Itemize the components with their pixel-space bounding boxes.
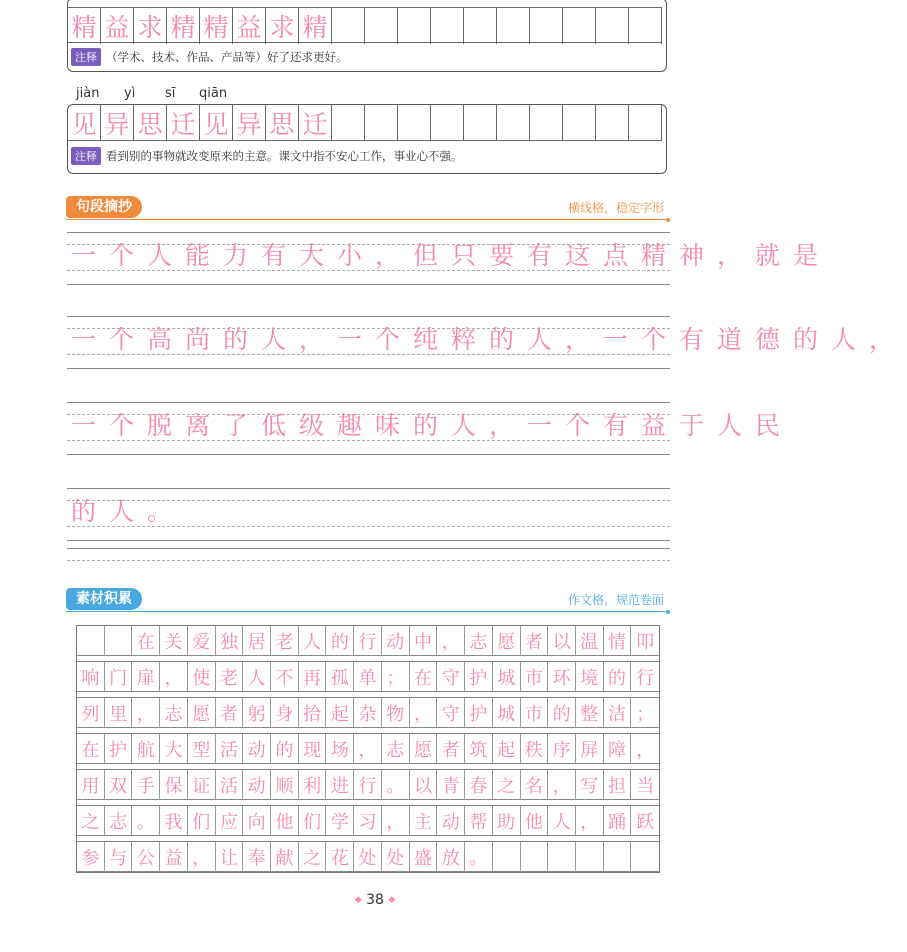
comp-cell: 志 (465, 626, 493, 656)
comp-cell: 我 (160, 806, 188, 836)
comp-cell: 主 (410, 806, 438, 836)
comp-cell: 再 (299, 662, 327, 692)
ruled-row (67, 316, 907, 372)
comp-cell: 环 (548, 662, 576, 692)
comp-cell: 型 (188, 734, 216, 764)
comp-cell: 老 (216, 662, 244, 692)
comp-cell: 用 (77, 770, 105, 800)
comp-cell: 献 (271, 842, 299, 872)
comp-cell: 列 (77, 698, 105, 728)
comp-cell: 愿 (410, 734, 438, 764)
comp-cell: 屏 (576, 734, 604, 764)
comp-cell: 放 (437, 842, 465, 872)
comp-cell: 杂 (354, 698, 382, 728)
comp-cell: 物 (382, 698, 410, 728)
tian-cell (530, 105, 563, 141)
comp-cell: 愿 (493, 626, 521, 656)
comp-cell: 独 (216, 626, 244, 656)
tian-cell (530, 8, 563, 44)
comp-cell (105, 626, 133, 656)
comp-cell: 叩 (636, 632, 655, 653)
comp-cell: ； (636, 704, 655, 725)
composition-grid (76, 625, 660, 873)
comp-cell: 者 (521, 626, 549, 656)
tian-cell (398, 8, 431, 44)
tian-cell (596, 105, 629, 141)
comp-cell: 居 (243, 626, 271, 656)
ruled-writing-area (67, 232, 907, 572)
pinyin-4: qiān (199, 86, 228, 101)
tian-cell: 精 (68, 8, 101, 44)
tian-cell (563, 105, 596, 141)
page-number-text: 38 (366, 892, 384, 908)
tian-cell (398, 105, 431, 141)
comp-cell: 关 (160, 626, 188, 656)
comp-cell: 当 (636, 776, 655, 797)
comp-cell: 写 (576, 770, 604, 800)
page-number: ◆ 38 ◆ (354, 892, 396, 908)
comp-cell: 处 (382, 842, 410, 872)
tian-cell: 精 (167, 8, 200, 44)
comp-cell: ， (548, 770, 576, 800)
ruled-row (67, 232, 832, 288)
ruled-row (67, 402, 794, 458)
comp-cell (493, 842, 521, 872)
comp-cell: 花 (326, 842, 354, 872)
comp-cell: 洁 (604, 698, 632, 728)
tian-cell: 见 (200, 105, 233, 141)
note-text: 看到别的事物就改变原来的主意。课文中指不安心工作，事业心不强。 (106, 149, 463, 163)
comp-cell: 让 (216, 842, 244, 872)
comp-cell: 跃 (636, 812, 655, 833)
comp-cell: ， (354, 734, 382, 764)
comp-row (77, 842, 659, 872)
tian-cell: 迁 (299, 105, 332, 141)
comp-cell: ， (636, 740, 655, 761)
comp-cell: 秩 (521, 734, 549, 764)
comp-cell: ， (437, 626, 465, 656)
tian-cell (431, 8, 464, 44)
comp-row (77, 698, 659, 728)
comp-cell: 者 (437, 734, 465, 764)
section-divider (66, 219, 670, 221)
comp-cell: 证 (188, 770, 216, 800)
comp-cell: 之 (493, 770, 521, 800)
comp-cell: 市 (521, 698, 549, 728)
comp-cell: 里 (105, 698, 133, 728)
copy-line-2: 一个高尚的人，一个纯粹的人，一个有道德的人， (71, 325, 907, 354)
tian-cell: 见 (68, 105, 101, 141)
comp-row (77, 770, 659, 800)
tian-cell: 精 (299, 8, 332, 44)
comp-cell: 。 (382, 770, 410, 800)
comp-cell: 场 (326, 734, 354, 764)
comp-cell: 不 (271, 662, 299, 692)
tian-cell (629, 105, 662, 141)
idiom-box-1 (67, 0, 667, 72)
comp-cell: 春 (465, 770, 493, 800)
tian-cell (332, 8, 365, 44)
tian-cell (497, 105, 530, 141)
comp-cell: 护 (105, 734, 133, 764)
comp-cell: 现 (299, 734, 327, 764)
comp-cell: 之 (77, 806, 105, 836)
comp-cell: 情 (604, 626, 632, 656)
comp-cell: 单 (354, 662, 382, 692)
comp-cell: 处 (354, 842, 382, 872)
comp-row (77, 806, 659, 836)
comp-cell: 身 (271, 698, 299, 728)
comp-cell: 老 (271, 626, 299, 656)
comp-cell (521, 842, 549, 872)
comp-cell: 。 (132, 806, 160, 836)
comp-cell: 志 (105, 806, 133, 836)
comp-cell: 愿 (188, 698, 216, 728)
comp-cell: 他 (521, 806, 549, 836)
note-text: （学术、技术、作品、产品等）好了还求更好。 (106, 50, 348, 64)
comp-cell: ， (188, 842, 216, 872)
comp-cell: 筑 (465, 734, 493, 764)
sentence-section-subtitle: 横线格，稳定字形 (567, 201, 664, 215)
comp-cell: 青 (437, 770, 465, 800)
comp-cell: 在 (77, 734, 105, 764)
material-section-tag: 素材积累 (66, 588, 142, 610)
tian-cell: 思 (134, 105, 167, 141)
tian-cell (497, 8, 530, 44)
idiom-note-2 (71, 145, 663, 167)
comp-cell: 扉 (132, 662, 160, 692)
comp-cell: 之 (299, 842, 327, 872)
tian-cell: 求 (134, 8, 167, 44)
comp-cell: 以 (548, 626, 576, 656)
comp-cell: 盛 (410, 842, 438, 872)
comp-cell: 守 (437, 698, 465, 728)
material-section-subtitle: 作文格，规范卷面 (567, 593, 664, 607)
tian-cell: 益 (233, 8, 266, 44)
comp-cell: 益 (160, 842, 188, 872)
comp-cell: 行 (636, 668, 655, 689)
tian-cell (431, 105, 464, 141)
comp-cell: 们 (299, 806, 327, 836)
comp-cell (548, 842, 576, 872)
comp-cell: 境 (576, 662, 604, 692)
comp-cell: 整 (576, 698, 604, 728)
ruled-row (67, 488, 670, 544)
tian-cell: 求 (266, 8, 299, 44)
note-tag: 注释 (71, 147, 101, 165)
comp-cell: ， (160, 662, 188, 692)
comp-cell: 孤 (326, 662, 354, 692)
comp-cell: ， (382, 806, 410, 836)
comp-cell: 名 (521, 770, 549, 800)
comp-cell: 双 (105, 770, 133, 800)
comp-cell (77, 626, 105, 656)
comp-cell: 障 (604, 734, 632, 764)
idiom-box-2 (67, 104, 667, 174)
comp-cell: 以 (410, 770, 438, 800)
comp-row (77, 626, 659, 656)
comp-cell: 的 (326, 626, 354, 656)
comp-cell: 中 (410, 626, 438, 656)
comp-cell: 起 (326, 698, 354, 728)
copy-line-3: 一个脱离了低级趣味的人，一个有益于人民 (71, 411, 794, 440)
comp-cell (576, 842, 604, 872)
comp-cell: 护 (465, 662, 493, 692)
sentence-section-tag: 句段摘抄 (66, 196, 142, 218)
comp-cell: 手 (132, 770, 160, 800)
comp-cell: 踊 (604, 806, 632, 836)
section-divider (66, 611, 670, 613)
idiom-grid-1 (68, 7, 662, 43)
comp-cell: 学 (326, 806, 354, 836)
comp-cell: 习 (354, 806, 382, 836)
comp-cell: 大 (160, 734, 188, 764)
comp-cell: 顺 (271, 770, 299, 800)
comp-cell: 与 (105, 842, 133, 872)
section-dot (666, 610, 670, 614)
comp-cell: 在 (410, 662, 438, 692)
comp-cell: 市 (521, 662, 549, 692)
comp-cell: 使 (188, 662, 216, 692)
tian-cell (464, 8, 497, 44)
comp-cell: 门 (105, 662, 133, 692)
tian-cell: 思 (266, 105, 299, 141)
comp-cell: ， (132, 698, 160, 728)
comp-cell: 起 (493, 734, 521, 764)
comp-cell: 守 (437, 662, 465, 692)
tian-cell: 精 (200, 8, 233, 44)
comp-cell: 行 (354, 626, 382, 656)
material-section-header (66, 588, 670, 610)
tian-cell (464, 105, 497, 141)
comp-cell: 公 (132, 842, 160, 872)
comp-cell: 向 (243, 806, 271, 836)
comp-cell: 人 (548, 806, 576, 836)
comp-cell: 温 (576, 626, 604, 656)
copy-line-1: 一个人能力有大小，但只要有这点精神，就是 (71, 241, 832, 270)
tian-cell (365, 8, 398, 44)
comp-cell: 响 (77, 662, 105, 692)
idiom-note-1 (71, 46, 663, 68)
tian-cell: 异 (233, 105, 266, 141)
comp-cell: 参 (77, 842, 105, 872)
comp-cell: 。 (465, 842, 493, 872)
comp-cell: 保 (160, 770, 188, 800)
comp-cell: ； (382, 662, 410, 692)
comp-cell: 志 (382, 734, 410, 764)
tian-cell (563, 8, 596, 44)
pinyin-2: yì (124, 86, 136, 101)
comp-cell (631, 842, 659, 872)
tian-cell (365, 105, 398, 141)
sentence-section-header (66, 196, 670, 218)
tian-cell: 益 (101, 8, 134, 44)
tian-cell: 异 (101, 105, 134, 141)
comp-cell: ， (410, 698, 438, 728)
comp-cell: 他 (271, 806, 299, 836)
tian-cell: 迁 (167, 105, 200, 141)
section-dot (666, 218, 670, 222)
comp-cell: 行 (354, 770, 382, 800)
comp-cell (604, 842, 632, 872)
comp-cell: 护 (465, 698, 493, 728)
copy-line-4: 的人。 (71, 497, 186, 526)
comp-cell: 应 (216, 806, 244, 836)
comp-cell: 人 (243, 662, 271, 692)
comp-row (77, 734, 659, 764)
pinyin-3: sī (165, 86, 176, 101)
comp-cell: ， (576, 806, 604, 836)
comp-cell: 帮 (465, 806, 493, 836)
comp-cell: 们 (188, 806, 216, 836)
comp-cell: 的 (271, 734, 299, 764)
comp-cell: 的 (548, 698, 576, 728)
comp-cell: 的 (604, 662, 632, 692)
comp-cell: 在 (132, 626, 160, 656)
comp-cell: 者 (216, 698, 244, 728)
tian-cell (596, 8, 629, 44)
comp-cell: 序 (548, 734, 576, 764)
comp-cell: 人 (299, 626, 327, 656)
comp-cell: 拾 (299, 698, 327, 728)
idiom-grid-2 (68, 105, 662, 141)
comp-cell: 躬 (243, 698, 271, 728)
comp-cell: 进 (326, 770, 354, 800)
comp-cell: 志 (160, 698, 188, 728)
comp-cell: 动 (243, 770, 271, 800)
comp-cell: 活 (216, 734, 244, 764)
tian-cell (332, 105, 365, 141)
comp-cell: 利 (299, 770, 327, 800)
comp-cell: 城 (493, 698, 521, 728)
pinyin-1: jiàn (76, 86, 100, 101)
note-tag: 注释 (71, 48, 101, 66)
comp-cell: 动 (243, 734, 271, 764)
comp-cell: 动 (382, 626, 410, 656)
comp-cell: 城 (493, 662, 521, 692)
comp-cell: 爱 (188, 626, 216, 656)
tian-cell (629, 8, 662, 44)
comp-cell: 助 (493, 806, 521, 836)
comp-cell: 担 (604, 770, 632, 800)
comp-cell: 奉 (243, 842, 271, 872)
comp-row (77, 662, 659, 692)
comp-cell: 动 (437, 806, 465, 836)
comp-cell: 航 (132, 734, 160, 764)
comp-cell: 活 (216, 770, 244, 800)
